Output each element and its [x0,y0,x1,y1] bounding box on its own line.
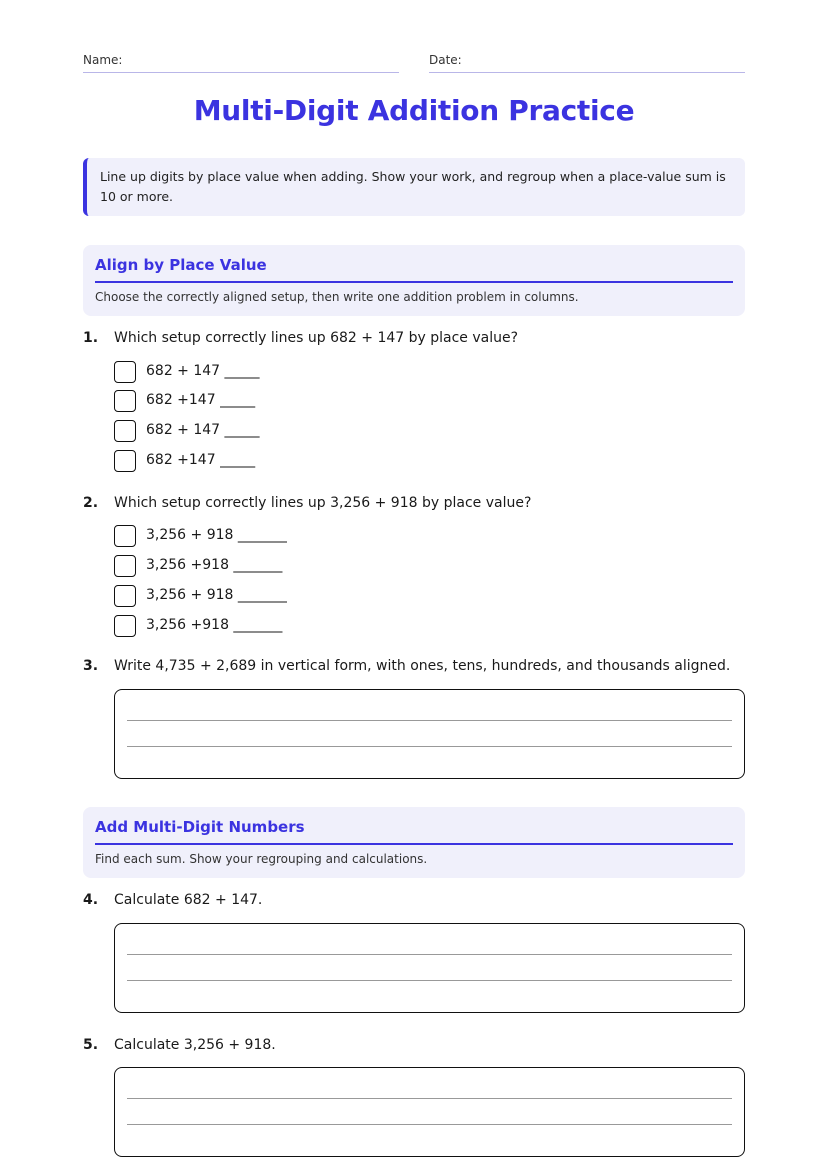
checkbox[interactable] [114,555,136,577]
question-number: 5. [83,1037,99,1053]
answer-line [127,980,732,981]
option-label: 682 + 147 _____ [146,363,260,379]
checkbox[interactable] [114,450,136,472]
section-title: Add Multi-Digit Numbers [95,818,305,836]
section-description: Find each sum. Show your regrouping and calculations. [95,852,428,866]
header-row [83,53,745,73]
answer-line [127,1124,732,1125]
section-title: Align by Place Value [95,256,267,274]
answer-line [127,720,732,721]
option-label: 3,256 +918 _______ [146,617,283,633]
name-field[interactable] [83,53,399,73]
checkbox[interactable] [114,585,136,607]
checkbox[interactable] [114,420,136,442]
option-label: 682 +147 _____ [146,452,256,468]
checkbox[interactable] [114,525,136,547]
answer-line [127,954,732,955]
option-label: 682 +147 _____ [146,392,256,408]
question-text: Which setup correctly lines up 3,256 + 918 by place value? [114,495,532,511]
option-label: 3,256 + 918 _______ [146,587,287,603]
page-title: Multi-Digit Addition Practice [193,94,635,127]
section-add-multi-digit [83,807,745,878]
answer-box-q4[interactable] [114,923,745,1013]
section-description: Choose the correctly aligned setup, then write one addition problem in columns. [95,290,579,304]
question-text: Calculate 682 + 147. [114,892,263,908]
date-field[interactable] [429,53,745,73]
date-label: Date: [429,53,462,67]
checkbox[interactable] [114,615,136,637]
question-number: 3. [83,658,99,674]
question-number: 1. [83,330,99,346]
section-align-place-value [83,245,745,316]
section-divider [95,843,733,845]
answer-line [127,746,732,747]
question-text: Write 4,735 + 2,689 in vertical form, with ones, tens, hundreds, and thousands aligned. [114,658,731,674]
checkbox[interactable] [114,361,136,383]
option-label: 3,256 +918 _______ [146,557,283,573]
section-divider [95,281,733,283]
question-number: 4. [83,892,99,908]
option-label: 3,256 + 918 _______ [146,527,287,543]
name-label: Name: [83,53,123,67]
instructions-box: Line up digits by place value when adding. Show your work, and regroup when a place-value sum is 10 or more. [83,158,745,216]
answer-box-q3[interactable] [114,689,745,779]
question-text: Which setup correctly lines up 682 + 147 by place value? [114,330,519,346]
question-number: 2. [83,495,99,511]
answer-box-q5[interactable] [114,1067,745,1157]
question-text: Calculate 3,256 + 918. [114,1037,276,1053]
option-label: 682 + 147 _____ [146,422,260,438]
checkbox[interactable] [114,390,136,412]
answer-line [127,1098,732,1099]
